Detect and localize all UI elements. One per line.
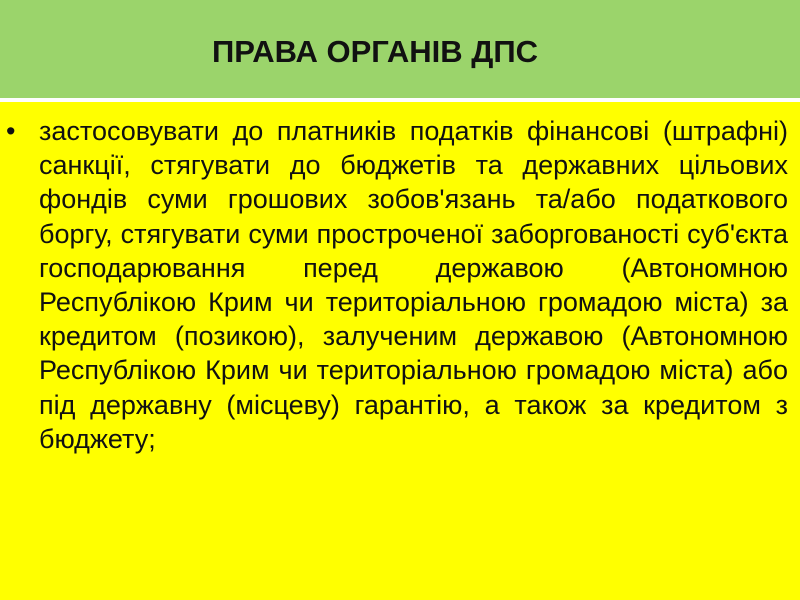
bullet-text: застосовувати до платників податків фінансові (штрафні) санкції, стягувати до бюджетів та державних цільових фондів суми грошових зобов'язань та/або податкового боргу, стягувати суми простроченої заборгованості суб'єкта господарювання перед державою (Автономною Республікою Крим чи територіальною громадою міста) за кредитом (позикою), залученим державою (Автономною Республікою Крим чи територіальною громадою міста) або під державну (місцеву) гарантію, а також за кредитом з бюджету; (39, 116, 788, 454)
slide-header (0, 0, 800, 102)
slide-title: ПРАВА ОРГАНІВ ДПС (212, 34, 539, 69)
bullet-icon: • (6, 116, 16, 146)
